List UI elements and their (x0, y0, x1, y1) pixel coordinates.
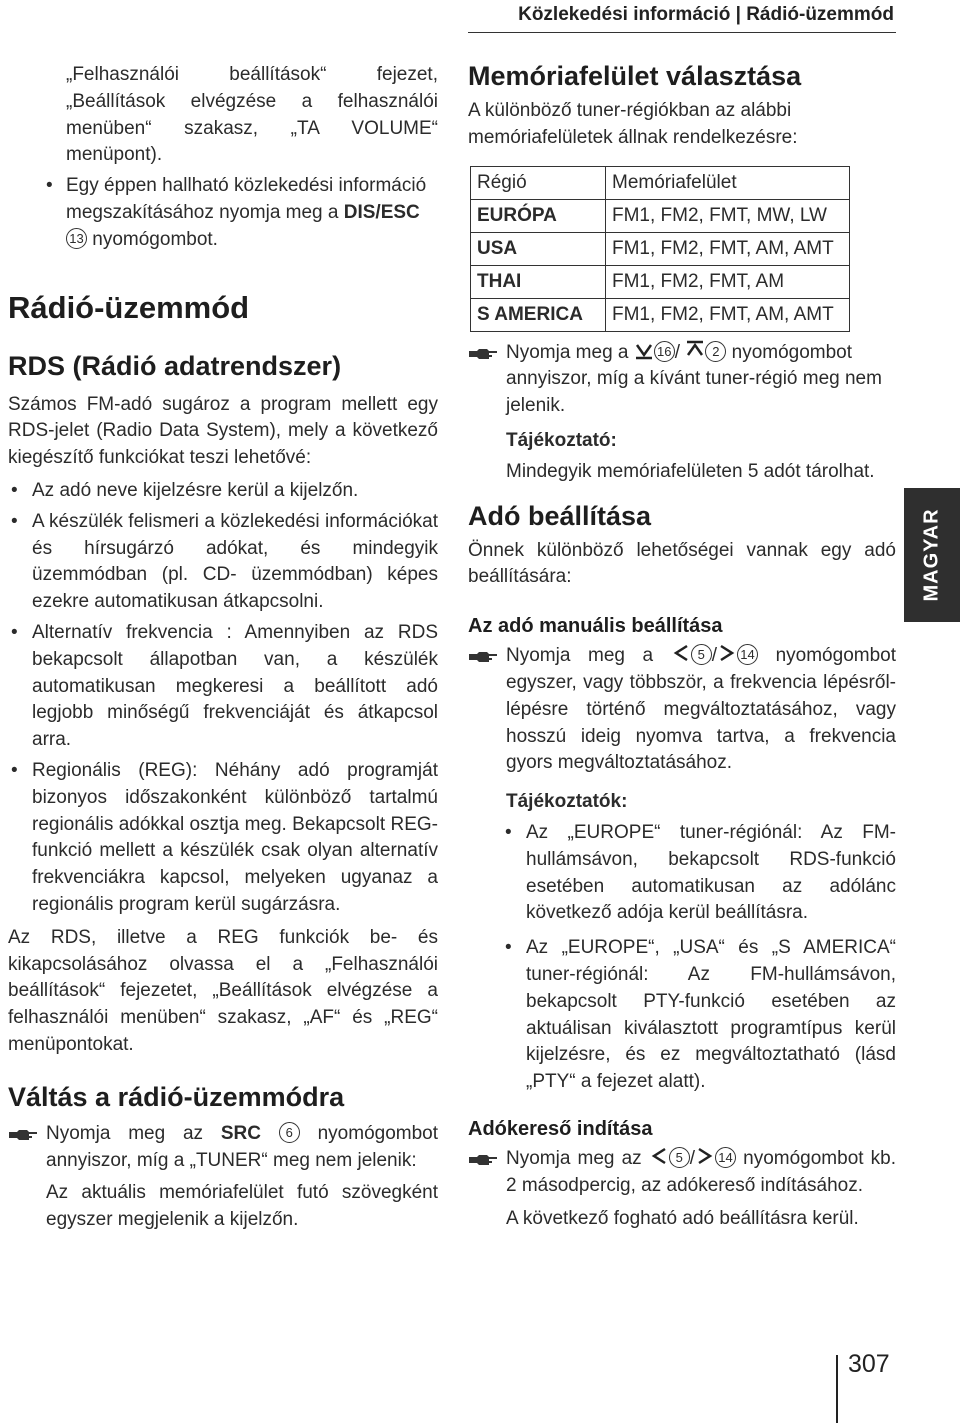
rds-bullet-text: Alternatív frekvencia : Amennyiben az RDS bekapcsolt állapotban van, a készülék automatikusan megkeresi a beállított adó legjobb minőségű frekvenciáját és átkapcsol arra. (32, 621, 438, 751)
rds-intro: Számos FM-adó sugároz a program mellett egy RDS-jelet (Radio Data System), mely a következő kiegészítő funkciókat teszi lehetővé: (8, 393, 438, 469)
manual-step-text-end: nyomógombot egyszer, vagy többször, a frekvencia lépésről-lépésre történő megváltoztatásához, vagy hosszú ideig nyomva tartva, a frekvencia gyors megváltoztatásához. (506, 645, 896, 774)
table-cell-region: USA (471, 232, 606, 265)
rds-outro: Az RDS, illetve a REG funkciók be- és kikapcsolásához olvassa el a „Felhasználói beállítások“ fejezetet, „Beállítások elvégzése a felhasználói menüben“ szakasz, „AF“ és „REG“ menüpontokat. (8, 926, 438, 1055)
arrow-right-icon (695, 1146, 715, 1166)
bullet-mark: • (505, 937, 512, 959)
info-bullet-text: Az „EUROPE“, „USA“ és „S AMERICA“ tuner-régiónál: Az FM-hullámsávon, bekapcsolt PTY-funkció esetében az aktuálisan kiválasztott programtípus kerül kijelzésre, és ez megváltoztatható (lásd „PTY“ a fejezet alatt). (526, 937, 896, 1093)
page-number: 307 (848, 1350, 890, 1378)
table-cell-region: S AMERICA (471, 298, 606, 331)
left-column (8, 62, 438, 1234)
memory-step (468, 340, 896, 420)
bullet-mark: • (505, 821, 512, 843)
section-title-rds: RDS (Rádió adatrendszer) (8, 350, 342, 381)
button-number-badge: 6 (279, 1122, 300, 1143)
info-bullet (502, 820, 896, 927)
search-note: A következő fogható adó beállításra kerül. (506, 1207, 859, 1229)
memory-step-text-end: nyomógombot annyiszor, míg a kívánt tuner-régió meg nem jelenik. (506, 341, 882, 417)
button-number-badge: 13 (66, 228, 87, 249)
switch-text-end: nyomógombot annyiszor, míg a „TUNER“ meg nem jelenik: (46, 1122, 439, 1171)
rds-bullet (8, 758, 438, 919)
table-row (471, 232, 850, 265)
rds-bullet-text: Regionális (REG): Néhány adó programját bizonyos időszakonként különböző tartalmú regionális adókkal osztja meg. Bekapcsolt REG-funkció mellett a készülék csak olyan alternatív frekvenciákra kapcsol, melyeken ugyanaz a regionális program kerül sugárzásra. (32, 759, 438, 915)
arrow-up-icon (685, 340, 705, 360)
info-bullet-text: Az „EUROPE“ tuner-régiónál: Az FM-hullámsávon, bekapcsolt RDS-funkció esetében automatikusan az adólánc következő adója kerül beállításra. (526, 821, 896, 924)
table-cell-memory: FM1, FM2, FMT, MW, LW (606, 199, 850, 232)
section-title-switch: Váltás a rádió-üzemmódra (8, 1081, 345, 1112)
search-step (468, 1146, 896, 1200)
language-tab (904, 488, 960, 622)
switch-step (8, 1121, 438, 1175)
button-number-badge: 5 (691, 644, 712, 665)
arrow-left-icon (671, 643, 691, 663)
bullet-mark: • (11, 621, 18, 643)
bullet-mark: • (11, 759, 18, 781)
rds-bullet (8, 620, 438, 754)
table-row (471, 199, 850, 232)
memory-step-text: Nyomja meg a (506, 341, 629, 363)
bullet-mark: • (11, 510, 18, 532)
memory-table (470, 166, 850, 332)
table-header-cell: Régió (471, 166, 606, 199)
key-label-src: SRC (220, 1122, 261, 1144)
table-cell-memory: FM1, FM2, FMT, AM, AMT (606, 298, 850, 331)
button-number-badge: 5 (669, 1147, 690, 1168)
slash: / (674, 341, 681, 363)
button-number-badge: 2 (705, 341, 726, 362)
button-number-badge: 16 (654, 341, 675, 362)
rds-bullet (8, 478, 438, 505)
section-title-station: Adó beállítása (468, 500, 652, 531)
table-cell-region: THAI (471, 265, 606, 298)
info-bullet (502, 935, 896, 1096)
info-label: Tájékoztató: (506, 429, 617, 451)
search-step-text: Nyomja meg az (506, 1147, 642, 1169)
bullet-mark: • (11, 479, 18, 501)
table-header-row (471, 166, 850, 199)
arrow-left-icon (649, 1146, 669, 1166)
section-title-memory: Memóriafelület választása (468, 61, 802, 91)
hand-pointer-icon (468, 1152, 498, 1168)
bullet-text-end: nyomógombot. (92, 228, 218, 250)
table-row (471, 298, 850, 331)
table-header-cell: Memóriafelület (606, 166, 850, 199)
bullet-mark: • (46, 175, 53, 197)
page-number-rule (836, 1355, 838, 1423)
page-header: Közlekedési információ | Rádió-üzemmód (518, 4, 894, 25)
bullet-stop-traffic (8, 173, 438, 253)
button-number-badge: 14 (737, 644, 758, 665)
subsection-manual: Az adó manuális beállítása (468, 615, 723, 638)
station-intro: Önnek különböző lehetőségei vannak egy adó beállítására: (468, 539, 896, 588)
language-tab-label: MAGYAR (920, 508, 943, 602)
rds-bullet-text: Az adó neve kijelzésre kerül a kijelzőn. (32, 479, 359, 501)
info-text: Mindegyik memóriafelületen 5 adót tárolhat. (506, 460, 875, 482)
rds-bullet-text: A készülék felismeri a közlekedési információkat és hírsugárzó adókat, és mindegyik üzemmódban (pl. CD- üzemmódban) képes ezekre automatikusan átkapcsolni. (32, 510, 438, 613)
table-cell-region: EURÓPA (471, 199, 606, 232)
key-label-dis-esc: DIS/ESC (343, 201, 420, 223)
switch-text: Nyomja meg az (46, 1122, 204, 1144)
subsection-search: Adókereső indítása (468, 1117, 653, 1140)
right-column (468, 60, 896, 1232)
section-title-radio: Rádió-üzemmód (8, 289, 250, 325)
hand-pointer-icon (468, 649, 498, 665)
table-cell-memory: FM1, FM2, FMT, AM (606, 265, 850, 298)
bullet-text: Egy éppen hallható közlekedési információ megszakításához nyomja meg a (66, 175, 427, 223)
continued-paragraph: „Felhasználói beállítások“ fejezet, „Beállítások elvégzése a felhasználói menüben“ szakasz, „TA VOLUME“ menüpont). (66, 64, 438, 166)
hand-pointer-icon (468, 346, 498, 362)
memory-intro: A különböző tuner-régiókban az alábbi memóriafelületek állnak rendelkezésre: (468, 100, 798, 148)
hand-pointer-icon (8, 1127, 38, 1143)
search-step-text-end: nyomógombot kb. 2 másodpercig, az adókereső indításához. (506, 1147, 896, 1196)
slash: / (689, 1147, 696, 1169)
arrow-right-icon (717, 643, 737, 663)
switch-note: Az aktuális memóriafelület futó szövegként egyszer megjelenik a kijelzőn. (46, 1182, 438, 1231)
rds-bullet (8, 509, 438, 616)
table-cell-memory: FM1, FM2, FMT, AM, AMT (606, 232, 850, 265)
manual-step (468, 643, 896, 777)
slash: / (711, 645, 717, 667)
header-rule (468, 32, 896, 33)
button-number-badge: 14 (715, 1147, 736, 1168)
arrow-down-icon (634, 340, 654, 360)
infos-label: Tájékoztatók: (506, 791, 628, 813)
table-row (471, 265, 850, 298)
manual-step-text: Nyomja meg a (506, 645, 654, 667)
